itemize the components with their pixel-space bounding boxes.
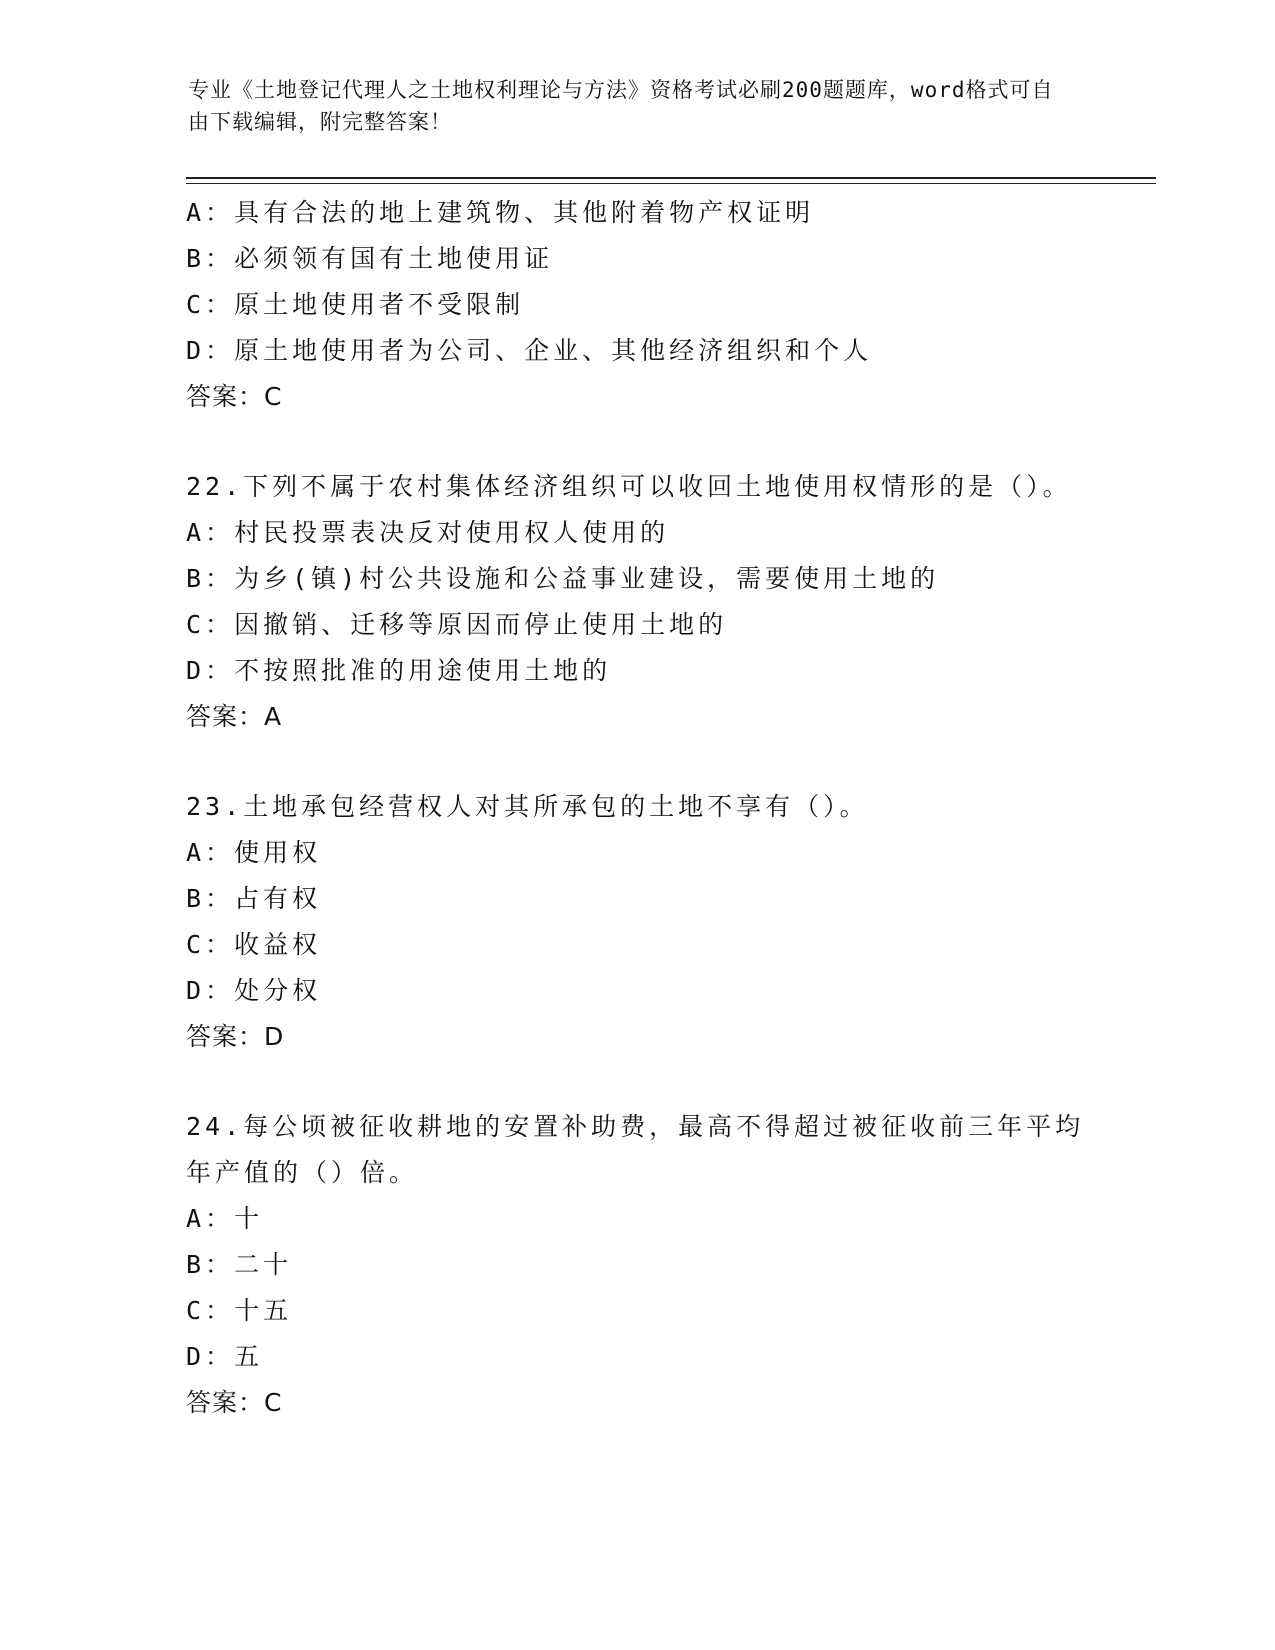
question-list xyxy=(186,190,1086,1426)
answer-line: 答案：C xyxy=(186,1388,283,1417)
option-text: 十 xyxy=(234,1204,264,1233)
header-divider-thick xyxy=(186,177,1156,179)
option-a xyxy=(186,830,1086,876)
option-key: A： xyxy=(186,518,235,547)
option-b xyxy=(186,556,1086,602)
answer-line: 答案：A xyxy=(186,702,283,731)
question-block xyxy=(186,1104,1086,1426)
option-b xyxy=(186,1242,1086,1288)
option-c xyxy=(186,922,1086,968)
option-text: 具有合法的地上建筑物、其他附着物产权证明 xyxy=(234,198,815,227)
option-text: 二十 xyxy=(234,1250,293,1279)
option-d xyxy=(186,328,1086,374)
option-key: A： xyxy=(186,198,235,227)
question-block xyxy=(186,784,1086,1060)
spacer xyxy=(186,740,1086,784)
option-key: C： xyxy=(186,610,235,639)
option-key: A： xyxy=(186,838,235,867)
option-text: 村民投票表决反对使用权人使用的 xyxy=(234,518,670,547)
option-a xyxy=(186,1196,1086,1242)
option-text: 收益权 xyxy=(234,930,322,959)
option-d xyxy=(186,648,1086,694)
option-text: 五 xyxy=(234,1342,264,1371)
question-block xyxy=(186,464,1086,740)
option-key: A： xyxy=(186,1204,235,1233)
spacer xyxy=(186,1060,1086,1104)
question-title: 24.每公顷被征收耕地的安置补助费，最高不得超过被征收前三年平均年产值的（）倍。 xyxy=(186,1112,1085,1187)
option-c xyxy=(186,282,1086,328)
option-key: D： xyxy=(186,656,235,685)
option-b xyxy=(186,876,1086,922)
option-text: 原土地使用者为公司、企业、其他经济组织和个人 xyxy=(234,336,873,365)
answer-line: 答案：D xyxy=(186,1022,285,1051)
option-a xyxy=(186,510,1086,556)
option-key: B： xyxy=(186,1250,235,1279)
option-key: C： xyxy=(186,290,235,319)
option-key: C： xyxy=(186,1296,235,1325)
header-divider-thin xyxy=(186,183,1156,184)
option-text: 十五 xyxy=(234,1296,293,1325)
option-c xyxy=(186,1288,1086,1334)
question-title: 22.下列不属于农村集体经济组织可以收回土地使用权情形的是（）。 xyxy=(186,472,1072,501)
option-key: B： xyxy=(186,884,235,913)
option-key: D： xyxy=(186,1342,235,1371)
document-header: 专业《土地登记代理人之土地权利理论与方法》资格考试必刷200题题库，word格式可自由下载编辑，附完整答案！ xyxy=(188,78,1054,134)
option-text: 处分权 xyxy=(234,976,322,1005)
option-c xyxy=(186,602,1086,648)
option-text: 必须领有国有土地使用证 xyxy=(234,244,554,273)
option-text: 因撤销、迁移等原因而停止使用土地的 xyxy=(234,610,728,639)
option-key: B： xyxy=(186,564,235,593)
question-title: 23.土地承包经营权人对其所承包的土地不享有（）。 xyxy=(186,792,869,821)
option-text: 为乡(镇)村公共设施和公益事业建设，需要使用土地的 xyxy=(234,564,940,593)
option-key: C： xyxy=(186,930,235,959)
option-key: D： xyxy=(186,976,235,1005)
option-d xyxy=(186,1334,1086,1380)
spacer xyxy=(186,420,1086,464)
option-key: B： xyxy=(186,244,235,273)
option-text: 不按照批准的用途使用土地的 xyxy=(234,656,612,685)
option-b xyxy=(186,236,1086,282)
question-block xyxy=(186,190,1086,420)
option-key: D： xyxy=(186,336,235,365)
option-text: 原土地使用者不受限制 xyxy=(234,290,525,319)
option-d xyxy=(186,968,1086,1014)
answer-line: 答案：C xyxy=(186,382,283,411)
option-text: 使用权 xyxy=(234,838,322,867)
option-a xyxy=(186,190,1086,236)
option-text: 占有权 xyxy=(234,884,322,913)
